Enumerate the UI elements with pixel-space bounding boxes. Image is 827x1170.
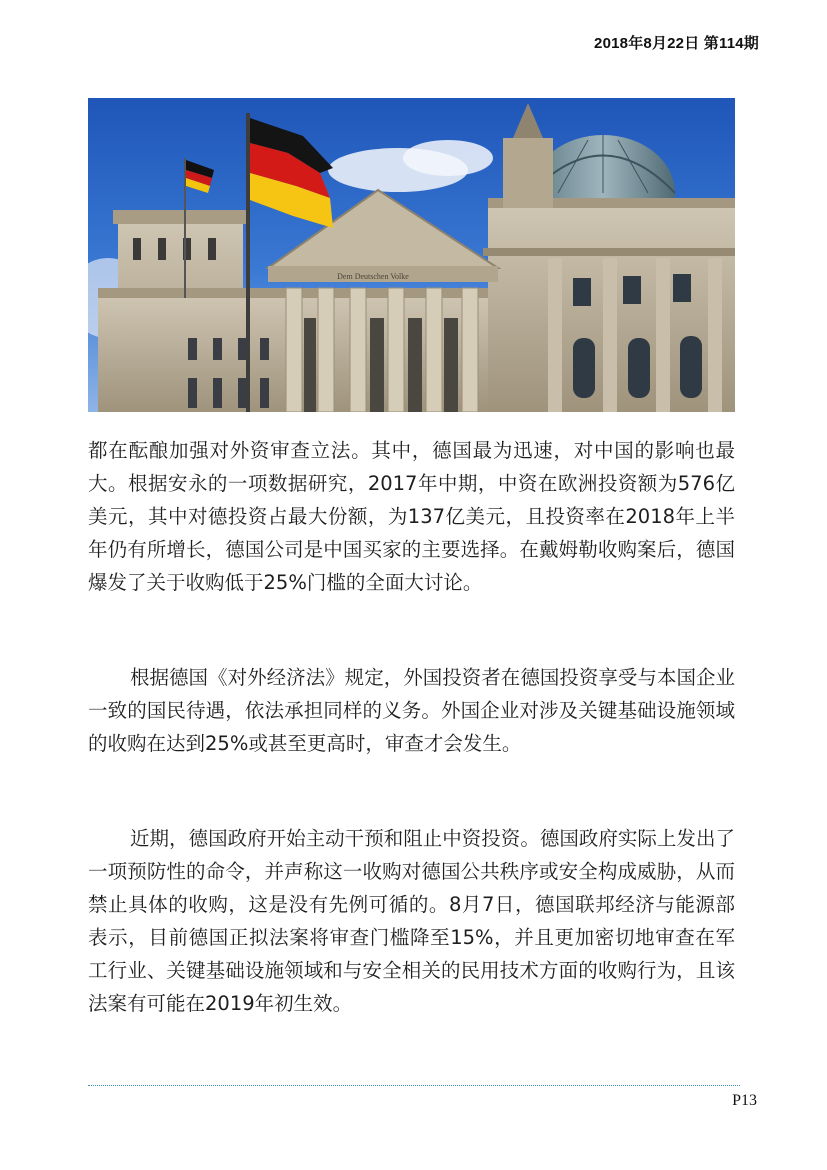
page-number: P13 — [732, 1092, 757, 1109]
inscription-text: Dem Deutschen Volke — [337, 272, 409, 281]
reichstag-photo — [88, 98, 735, 412]
paragraph-1: 都在酝酿加强对外资审查立法。其中，德国最为迅速，对中国的影响也最大。根据安永的一项数据研究，2017年中期，中资在欧洲投资额为576亿美元，其中对德投资占最大份额，为137亿美元，且投资率在2018年上半年仍有所增长，德国公司是中国买家的主要选择。在戴姆勒收购案后，德国爆发了关于收购低于25%门槛的全面大讨论。 — [88, 439, 735, 594]
paragraph-3: 近期，德国政府开始主动干预和阻止中资投资。德国政府实际上发出了一项预防性的命令，并声称这一收购对德国公共秩序或安全构成威胁，从而禁止具体的收购，这是没有先例可循的。8月7日，德国联邦经济与能源部表示，目前德国正拟法案将审查门槛降至15%，并且更加密切地审查在军工行业、关键基础设施领域和与安全相关的民用技术方面的收购行为，且该法案有可能在2019年初生效。 — [88, 827, 735, 1015]
issue-date-header: 2018年8月22日 第114期 — [594, 35, 759, 52]
paragraph-2: 根据德国《对外经济法》规定，外国投资者在德国投资享受与本国企业一致的国民待遇，依法承担同样的义务。外国企业对涉及关键基础设施领域的收购在达到25%或甚至更高时，审查才会发生。 — [88, 666, 735, 755]
footer-divider — [88, 1085, 740, 1086]
